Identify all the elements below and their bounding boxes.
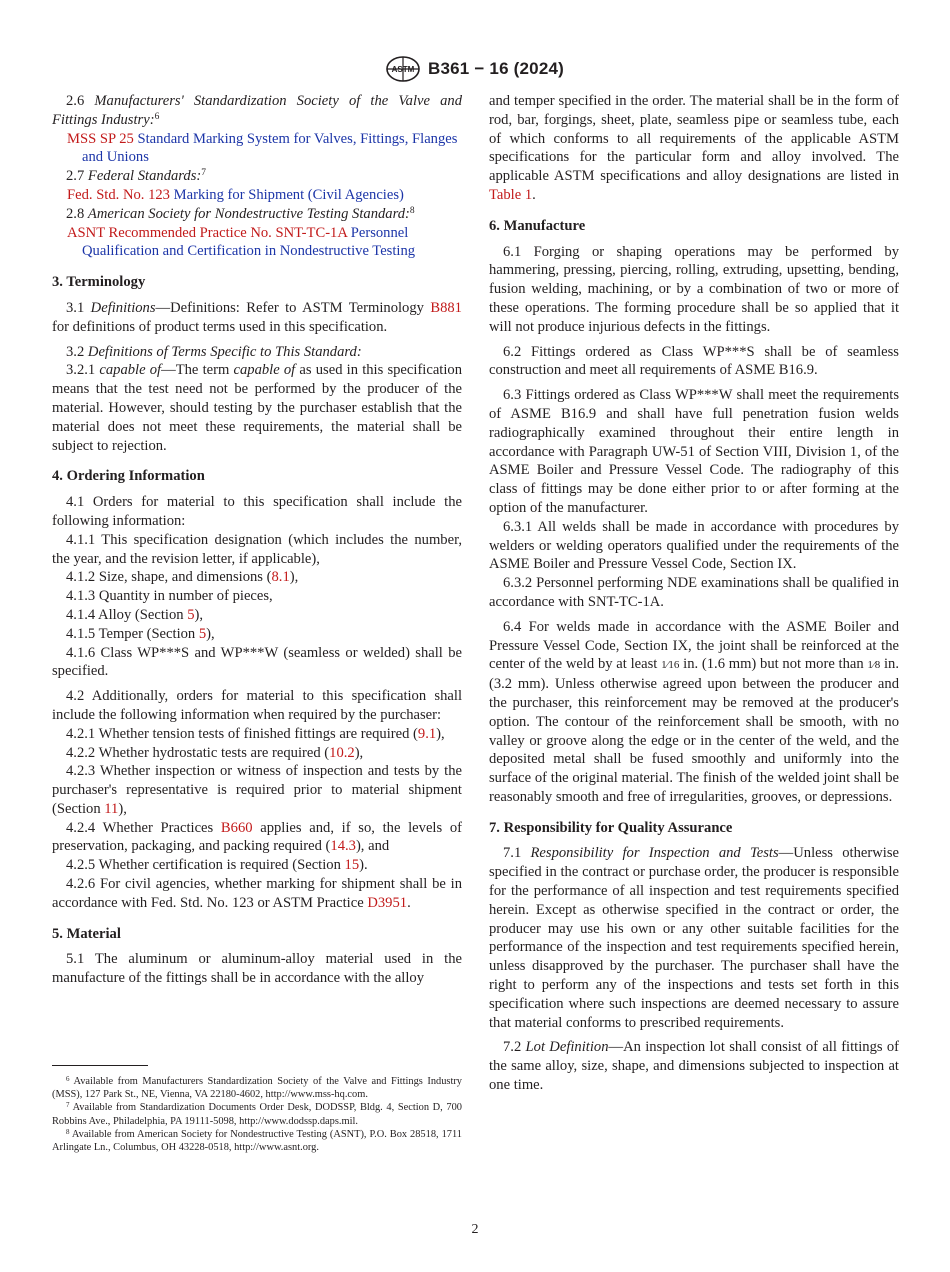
link-fed-title[interactable]: Marking for Shipment (Civil Agencies) xyxy=(173,186,404,203)
link-section-11[interactable]: 11 xyxy=(104,800,119,817)
link-section-15[interactable]: 15 xyxy=(344,857,360,874)
footnotes xyxy=(52,1075,462,1154)
link-section-5[interactable]: 5 xyxy=(187,606,195,623)
para-4-2: 4.2 Additionally, orders for material to this specification shall include the following information when required by the purchaser: xyxy=(52,688,462,723)
para-6-1: 6.1 Forging or shaping operations may be performed by hammering, pressing, piercing, rolling, extruding, upsetting, bending, fusion welding, machining, or by a combination of two or more of these operations. The forming procedure shall be so applied that it will not produce injurious defects in the fittings. xyxy=(489,243,899,335)
link-d3951[interactable]: D3951 xyxy=(367,894,408,911)
para-4-1: 4.1 Orders for material to this specification shall include the following information: xyxy=(52,494,462,529)
section-2-6: 2.6 Manufacturers' Standardization Society of the Valve and Fittings Industry:$^6$ xyxy=(52,93,462,128)
link-10-2[interactable]: 10.2 xyxy=(329,744,355,761)
ref-fed-std-123 xyxy=(67,186,462,205)
page-number: 2 xyxy=(471,1222,479,1237)
link-fed-std-123[interactable]: Fed. Std. No. 123 xyxy=(67,186,170,203)
para-4-1-4: 4.1.4 Alloy (Section 5), xyxy=(66,606,204,623)
para-5-1-continued: and temper specified in the order. The material shall be in the form of rod, bar, forgings, sheet, plate, seamless pipe or seamless tube, each of which conforms to all requirements of the applicable ASTM specifications for the particular form and alloy involved. The applicable ASTM specifications and alloy designations are listed in Table 1. xyxy=(489,93,899,203)
para-4-2-4: 4.2.4 Whether Practices B660 applies and, if so, the levels of preservation, packaging, and packing required (14.3), and xyxy=(52,819,463,855)
para-6-3-2: 6.3.2 Personnel performing NDE examinations shall be qualified in accordance with SNT-TC-1A. xyxy=(489,575,899,610)
link-asnt[interactable]: ASNT Recommended Practice No. SNT-TC-1A xyxy=(67,224,348,241)
para-4-2-6: 4.2.6 For civil agencies, whether marking for shipment shall be in accordance with Fed. Std. No. 123 or ASTM Practice D3951. xyxy=(52,876,462,911)
para-4-2-5: 4.2.5 Whether certification is required (Section 15). xyxy=(66,857,368,874)
para-3-1: 3.1 Definitions—Definitions: Refer to ASTM Terminology B881 for definitions of product terms used in this specification. xyxy=(52,299,462,335)
link-section-5[interactable]: 5 xyxy=(198,625,207,642)
para-4-2-2: 4.2.2 Whether hydrostatic tests are required (10.2), xyxy=(66,744,364,761)
ref-asnt-snt-tc-1a xyxy=(67,224,462,262)
heading-manufacture: 6. Manufacture xyxy=(489,217,586,234)
para-4-1-6: 4.1.6 Class WP***S and WP***W (seamless or welded) shall be specified. xyxy=(52,644,462,680)
document-designation: B361 − 16 (2024) xyxy=(428,59,564,78)
para-7-2: 7.2 Lot Definition—An inspection lot shall consist of all fittings of the same alloy, size, shape, and dimensions subjected to inspection at one time. xyxy=(489,1039,899,1094)
heading-quality-assurance: 7. Responsibility for Quality Assurance xyxy=(489,819,733,836)
link-b660[interactable]: B660 xyxy=(220,819,253,836)
ref-mss-sp-25 xyxy=(67,130,462,168)
para-4-1-3: 4.1.3 Quantity in number of pieces, xyxy=(66,588,273,605)
link-b881[interactable]: B881 xyxy=(430,299,462,316)
para-6-4: 6.4 For welds made in accordance with the ASME Boiler and Pressure Vessel Code, Section IX, the joint shall be reinforced at the center of the weld by at least 1⁄16 in. (1.6 mm) but not more than 1⁄8 in. (3.2 mm). Unless otherwise agreed upon between the producer and the purchaser, this reinforcement may be removed at the producer's option. The contour of the reinforcement shall be smooth, with no valley or groove along the edge or in the center of the weld, and the deposited metal shall be fused smoothly and uniformly into the surface of the original material. The finish of the welded joint shall be reasonably smooth and free of irregularities, grooves, or depressions. xyxy=(489,618,900,805)
link-9-1[interactable]: 9.1 xyxy=(417,725,437,742)
heading-ordering-information: 4. Ordering Information xyxy=(52,468,205,485)
para-6-3-1: 6.3.1 All welds shall be made in accordance with procedures by welders or welding operators qualified under the requirements of the ASME Boiler and Pressure Vessel Code, Section IX. xyxy=(489,518,899,573)
para-6-3: 6.3 Fittings ordered as Class WP***W shall meet the requirements of ASME B16.9 and shall have full penetration fusion welds radiographically examined throughout their entire length in accordance with Paragraph UW-51 of Section VIII, Division 1, of the ASME Boiler and Pressure Vessel Code. The radiography of this class of fittings may be done either prior to or after forming at the option of the manufacturer. xyxy=(489,387,899,516)
link-asnt-title[interactable]: Personnel Qualification and Certification in Nondestructive Testing xyxy=(82,224,416,260)
link-8-1[interactable]: 8.1 xyxy=(271,569,290,586)
link-14-3[interactable]: 14.3 xyxy=(330,838,356,855)
link-mss-sp-25[interactable]: MSS SP 25 xyxy=(67,130,134,147)
right-column xyxy=(489,92,899,1095)
para-4-2-1: 4.2.1 Whether tension tests of finished fittings are required (9.1), xyxy=(66,725,445,742)
footnote-7: $^7$ Available from Standardization Documents Order Desk, DODSSP, Bldg. 4, Section D, 700 Robbins Ave., Philadelphia, PA 19111-5098, http://www.dodssp.daps.mil. xyxy=(52,1101,462,1127)
para-7-1: 7.1 Responsibility for Inspection and Tests—Unless otherwise specified in the contract or purchase order, the producer is responsible for the performance of all inspection and test requirements specified herein. Except as otherwise specified in the contract or order, the producer may use his own or any other suitable facilities for the performance of the inspection and test requirements specified herein, unless disapproved by the purchaser. The purchaser shall have the right to perform any of the inspections and tests set forth in this specification where such inspections are deemed necessary to assure that material conforms to prescribed requirements. xyxy=(489,845,899,1031)
page-header xyxy=(0,56,950,82)
para-4-2-3: 4.2.3 Whether inspection or witness of inspection and tests by the purchaser's representative is required prior to material shipment (Section 11), xyxy=(52,763,462,817)
para-4-1-2: 4.1.2 Size, shape, and dimensions (8.1), xyxy=(66,569,299,586)
link-table-1[interactable]: Table 1 xyxy=(489,186,533,203)
left-column xyxy=(52,92,462,988)
para-4-1-5: 4.1.5 Temper (Section 5), xyxy=(66,625,215,642)
heading-terminology: 3. Terminology xyxy=(52,274,146,291)
section-2-8: 2.8 American Society for Nondestructive Testing Standard:$^8$ xyxy=(66,205,415,222)
para-6-2: 6.2 Fittings ordered as Class WP***S shall be of seamless construction and meet all requirements of ASME B16.9. xyxy=(489,343,899,379)
para-3-2: 3.2 Definitions of Terms Specific to This Standard: xyxy=(66,343,362,360)
section-2-7: 2.7 Federal Standards:$^7$ xyxy=(66,168,207,185)
para-3-2-1: 3.2.1 capable of—The term capable of as used in this specification means that the test need not be performed by the producer of the material. However, should testing by the purchaser establish that the material does not meet these requirements, the material shall be subject to rejection. xyxy=(52,362,463,454)
link-mss-title[interactable]: Standard Marking System for Valves, Fittings, Flanges and Unions xyxy=(82,130,458,166)
para-4-1-1: 4.1.1 This specification designation (which includes the number, the year, and the revision letter, if applicable), xyxy=(52,531,462,567)
para-5-1: 5.1 The aluminum or aluminum-alloy material used in the manufacture of the fittings shall be in accordance with the alloy xyxy=(52,951,462,987)
svg-text:ASTM: ASTM xyxy=(391,65,415,74)
footnote-8: $^8$ Available from American Society for Nondestructive Testing (ASNT), P.O. Box 28518, 1711 Arlingate Ln., Columbus, OH 43228-0518, http://www.asnt.org. xyxy=(52,1127,462,1154)
footnote-divider xyxy=(52,1065,148,1066)
astm-logo-icon xyxy=(386,56,420,82)
heading-material: 5. Material xyxy=(52,925,121,942)
footnote-6: $^6$ Available from Manufacturers Standardization Society of the Valve and Fittings Industry (MSS), 127 Park St., NE, Vienna, VA 22180-4602, http://www.mss-hq.com. xyxy=(52,1075,462,1101)
